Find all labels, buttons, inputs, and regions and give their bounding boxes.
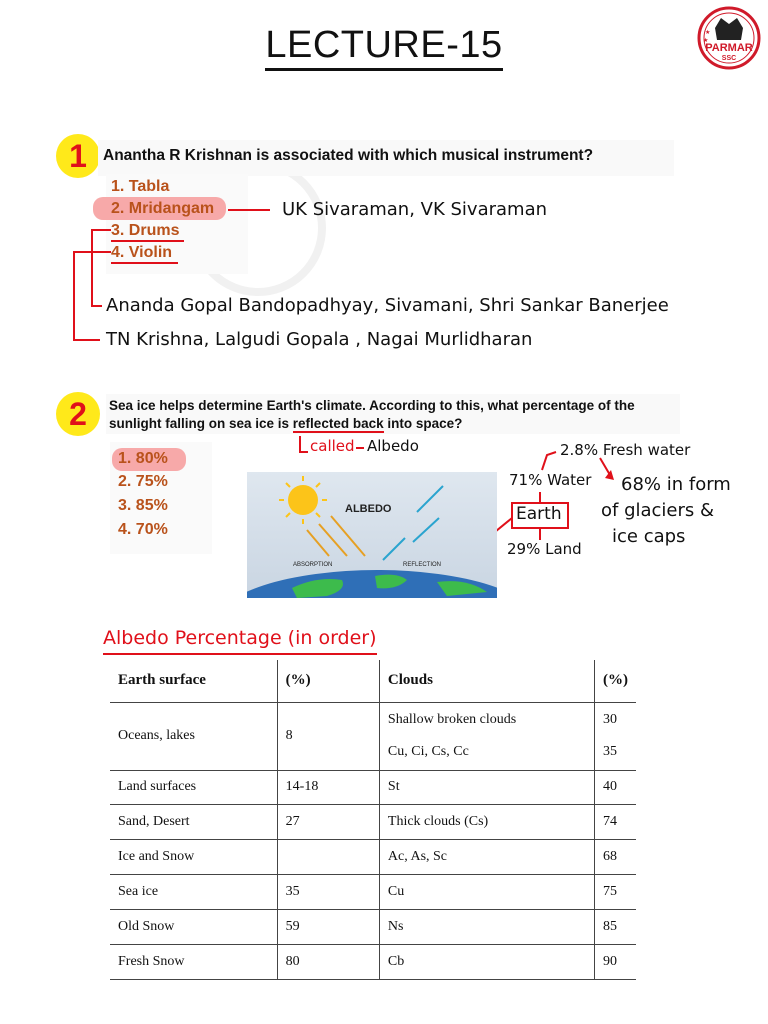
cell-cloud-percent: 75 <box>595 874 637 909</box>
cell-surface-percent <box>277 839 379 874</box>
called-note: called <box>310 437 355 455</box>
cell-cloud: St <box>379 770 594 804</box>
cell-cloud: Thick clouds (Cs) <box>379 804 594 839</box>
q1-option-2: 2. Mridangam <box>111 200 215 217</box>
svg-text:★: ★ <box>705 30 711 36</box>
q2-option-4: 4. 70% <box>118 521 168 538</box>
cell-cloud-percent: 30 35 <box>595 702 637 770</box>
table-header-row <box>110 660 636 702</box>
water-label: 71% Water <box>509 471 592 489</box>
header-earth-surface: Earth surface <box>110 660 277 702</box>
cell-surface-percent: 59 <box>277 909 379 944</box>
cell-cloud: Shallow broken clouds Cu, Ci, Cs, Cc <box>379 702 594 770</box>
cell-surface-percent: 35 <box>277 874 379 909</box>
svg-text:★: ★ <box>703 38 709 44</box>
question-number-1: 1 <box>56 134 100 178</box>
cell-cloud-percent: 40 <box>595 770 637 804</box>
question-number-2: 2 <box>56 392 100 436</box>
note-drums: Ananda Gopal Bandopadhyay, Sivamani, Shri Sankar Banerjee <box>106 295 669 316</box>
table-row <box>110 909 636 944</box>
header-clouds: Clouds <box>379 660 594 702</box>
table-row <box>110 702 636 770</box>
glaciers-line-1: 68% in form <box>621 474 731 495</box>
cell-cloud-percent: 85 <box>595 909 637 944</box>
svg-text:REFLECTION: REFLECTION <box>403 562 442 568</box>
cell-surface: Old Snow <box>110 909 277 944</box>
cell-surface: Sea ice <box>110 874 277 909</box>
table-row <box>110 874 636 909</box>
glaciers-line-2: of glaciers & <box>601 500 715 521</box>
earth-label: Earth <box>516 504 562 524</box>
header-percent-1: (%) <box>277 660 379 702</box>
page-title: LECTURE-15 <box>0 24 768 67</box>
cell-surface: Fresh Snow <box>110 944 277 979</box>
note-mridangam: UK Sivaraman, VK Sivaraman <box>282 199 548 220</box>
svg-text:SSC: SSC <box>721 55 737 62</box>
cell-cloud-percent: 68 <box>595 839 637 874</box>
fresh-water-label: 2.8% Fresh water <box>560 441 691 459</box>
svg-text:PARMAR: PARMAR <box>705 42 753 54</box>
q2-option-1: 1. 80% <box>118 450 168 467</box>
svg-text:ABSORPTION: ABSORPTION <box>293 562 333 568</box>
albedo-heading: Albedo Percentage (in order) <box>103 627 377 655</box>
cell-surface: Sand, Desert <box>110 804 277 839</box>
cell-cloud: Ns <box>379 909 594 944</box>
q1-option-4: 4. Violin <box>111 244 173 261</box>
question-1-text: Anantha R Krishnan is associated with which musical instrument? <box>103 147 594 164</box>
cell-cloud-percent: 90 <box>595 944 637 979</box>
table-row <box>110 839 636 874</box>
cell-surface-percent: 80 <box>277 944 379 979</box>
albedo-diagram <box>247 472 497 598</box>
note-violin: TN Krishna, Lalgudi Gopala , Nagai Murlidharan <box>106 329 533 350</box>
question-2-line-1: Sea ice helps determine Earth's climate. According to this, what percentage of the <box>109 398 635 413</box>
cell-cloud: Cb <box>379 944 594 979</box>
header-percent-2: (%) <box>595 660 637 702</box>
cell-cloud-percent: 74 <box>595 804 637 839</box>
cell-surface: Ice and Snow <box>110 839 277 874</box>
cell-surface-percent: 8 <box>277 702 379 770</box>
table-row <box>110 944 636 979</box>
q2-option-3: 3. 85% <box>118 497 168 514</box>
table-row <box>110 804 636 839</box>
albedo-table <box>110 660 636 980</box>
cell-surface-percent: 14-18 <box>277 770 379 804</box>
land-label: 29% Land <box>507 540 582 558</box>
question-2-line-2: sunlight falling on sea ice is reflected back into space? <box>109 416 463 431</box>
table-row <box>110 770 636 804</box>
reflected-back-underlined: reflected back <box>292 416 384 431</box>
cell-surface-percent: 27 <box>277 804 379 839</box>
cell-surface: Land surfaces <box>110 770 277 804</box>
q2-option-2: 2. 75% <box>118 473 168 490</box>
q1-option-1: 1. Tabla <box>111 178 170 195</box>
glaciers-line-3: ice caps <box>612 526 686 547</box>
cell-cloud: Cu <box>379 874 594 909</box>
cell-cloud: Ac, As, Sc <box>379 839 594 874</box>
cell-surface: Oceans, lakes <box>110 702 277 770</box>
svg-text:ALBEDO: ALBEDO <box>345 503 392 515</box>
albedo-note: Albedo <box>367 437 419 455</box>
q1-option-3: 3. Drums <box>111 222 180 239</box>
